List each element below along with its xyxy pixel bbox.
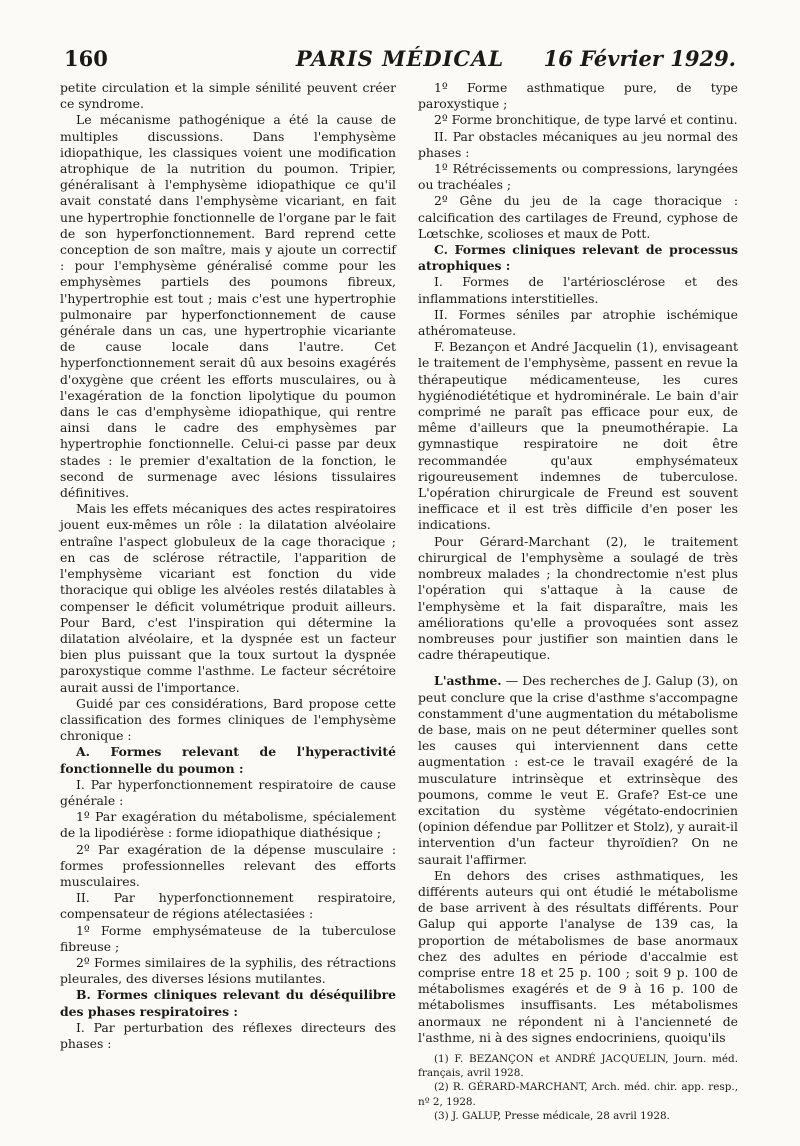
paragraph: 2º Par exagération de la dépense musculaire : formes professionnelles relevant des efforts musculaires. [60,841,396,889]
paragraph: F. Bezançon et André Jacquelin (1), envisageant le traitement de l'emphysème, passent en revue la thérapeutique médicamenteuse, les cures hygiénodiététique et hydrominérale. Le bain d'air comprimé ne paraît pas efficace pour eux, de même d'ailleurs que la pneumothérapie. La gymnastique respiratoire ne doit être recommandée qu'aux emphysémateux rigoureusement indemnes de tuberculose. L'opération chirurgicale de Freund est souvent inefficace et il est très difficile d'en poser les indications. [418,339,738,533]
footnotes [418,1052,738,1123]
asthma-text: — Des recherches de J. Galup (3), on peut conclure que la crise d'asthme s'accompagne constamment d'une augmentation du métabolisme de base, mais on ne peut déterminer quelles sont les causes qui interviennent dans cette augmentation : est-ce le travail exagéré de la musculature intrinsèque et extrinsèque des poumons, comme le veut E. Grafe? Est-ce une excitation du système végétato-endocrinien (opinion défendue par Pollitzer et Stolz), y aurait-il intervention d'un facteur thyroïdien? On ne saurait l'affirmer. [418,673,738,867]
asthma-heading: L'asthme. [434,673,502,689]
right-column [418,80,738,1123]
journal-title: PARIS MÉDICAL [295,46,505,71]
issue-date: 16 Février 1929. [543,46,736,71]
section-heading: B. Formes cliniques relevant du déséquilibre des phases respiratoires : [60,987,396,1019]
paragraph: 2º Formes similaires de la syphilis, des rétractions pleurales, des diverses lésions mutilantes. [60,954,396,987]
left-column [60,80,396,1052]
paragraph: II. Par hyperfonctionnement respiratoire, compensateur de régions atélectasiées : [60,890,396,922]
paragraph: Guidé par ces considérations, Bard propose cette classification des formes cliniques de l'emphysème chronique : [60,695,396,744]
paragraph: 1º Par exagération du métabolisme, spécialement de la lipodiérèse : forme idiopathique diathésique ; [60,809,396,841]
paragraph: I. Par perturbation des réflexes directeurs des phases : [60,1019,396,1051]
footnote: (2) R. GÉRARD-MARCHANT, Arch. méd. chir. app. resp., nº 2, 1928. [418,1081,738,1108]
paragraph: II. Par obstacles mécaniques au jeu normal des phases : [418,128,738,160]
paragraph: I. Par hyperfonctionnement respiratoire de cause générale : [60,776,396,808]
paragraph: Mais les effets mécaniques des actes respiratoires jouent eux-mêmes un rôle : la dilatation alvéolaire entraîne l'aspect globuleux de la cage thoracique ; en cas de sclérose rétractile, l'apparition de l'emphysème vicariant est fonction du vide thoracique qui oblige les alvéoles restés dilatables à compenser le déficit volumétrique produit ailleurs. Pour Bard, c'est l'inspiration qui détermine la dilatation alvéolaire, et la dyspnée est un facteur bien plus puissant que la toux surtout la dyspnée paroxystique comme l'asthme. Le facteur sécrétoire aurait aussi de l'importance. [60,501,396,695]
paragraph: petite circulation et la simple sénilité peuvent créer ce syndrome. [60,80,396,112]
paragraph: 1º Forme asthmatique pure, de type paroxystique ; [418,80,738,112]
asthma-paragraph [418,673,738,867]
footnote: (3) J. GALUP, Presse médicale, 28 avril 1928. [434,1109,670,1122]
paragraph: 2º Gêne du jeu de la cage thoracique : calcification des cartilages de Freund, cyphose de Lœtschke, scolioses et maux de Pott. [418,193,738,241]
paragraph: En dehors des crises asthmatiques, les différents auteurs qui ont étudié le métabolisme de base arrivent à des résultats différents. Pour Galup qui apporte l'analyse de 139 cas, la proportion de métabolismes de base anormaux chez des adultes en période d'accalmie est comprise entre 18 et 25 p. 100 ; soit 9 p. 100 de métabolismes exagérés et de 9 à 16 p. 100 de métabolismes insuffisants. Les métabolismes anormaux ne répondent ni à l'ancienneté de l'asthme, ni à des signes endocriniens, quoiqu'ils [418,867,738,1045]
section-heading: C. Formes cliniques relevant de processus atrophiques : [418,242,738,274]
paragraph: Pour Gérard-Marchant (2), le traitement chirurgical de l'emphysème a soulagé de très nombreux malades ; la chondrectomie n'est plus l'opération qui s'attaque à la cause de l'emphysème et la fait disparaître, mais les améliorations qu'elle a provoquées sont assez nombreuses pour justifier son maintien dans le cadre thérapeutique. [418,533,738,663]
paragraph: 2º Forme bronchitique, de type larvé et continu. [434,112,738,128]
paragraph: 1º Rétrécissements ou compressions, laryngées ou trachéales ; [418,161,738,193]
page-header [64,44,736,78]
paragraph: II. Formes séniles par atrophie ischémique athéromateuse. [418,306,738,339]
paragraph: Le mécanisme pathogénique a été la cause de multiples discussions. Dans l'emphysème idiopathique, les classiques voient une modification atrophique de la nutrition du poumon. Tripier, généralisant à l'emphysème idiopathique ce qu'il avait constaté dans l'emphysème vicariant, en fait une hypertrophie fonctionnelle de l'organe par le fait de son hyperfonctionnement. Bard reprend cette conception de son maître, mais y ajoute un correctif : pour l'emphysème généralisé comme pour les emphysèmes partiels des poumons fibreux, l'hypertrophie est tout ; mais c'est une hypertrophie pulmonaire par hyperfonctionnement de cause générale dans un cas, une hypertrophie vicariante de cause locale dans l'autre. Cet hyperfonctionnement serait dû aux besoins exagérés d'oxygène que créent les efforts musculaires, ou à l'exagération de la fonction lipolytique du poumon dans le cas d'emphysème idiopathique, qui rentre ainsi dans le cadre des emphysèmes par hypertrophie fonctionnelle. Celui-ci passe par deux stades : le premier d'exaltation de la fonction, le second de surmenage avec lésions tissulaires définitives. [60,112,396,501]
footnote: (1) F. BEZANÇON et ANDRÉ JACQUELIN, Journ. méd. français, avril 1928. [418,1052,738,1080]
paragraph: 1º Forme emphysémateuse de la tuberculose fibreuse ; [60,922,396,954]
page-number: 160 [64,46,108,71]
paragraph: I. Formes de l'artériosclérose et des inflammations interstitielles. [418,274,738,306]
section-heading: A. Formes relevant de l'hyperactivité fonctionnelle du poumon : [60,744,396,776]
